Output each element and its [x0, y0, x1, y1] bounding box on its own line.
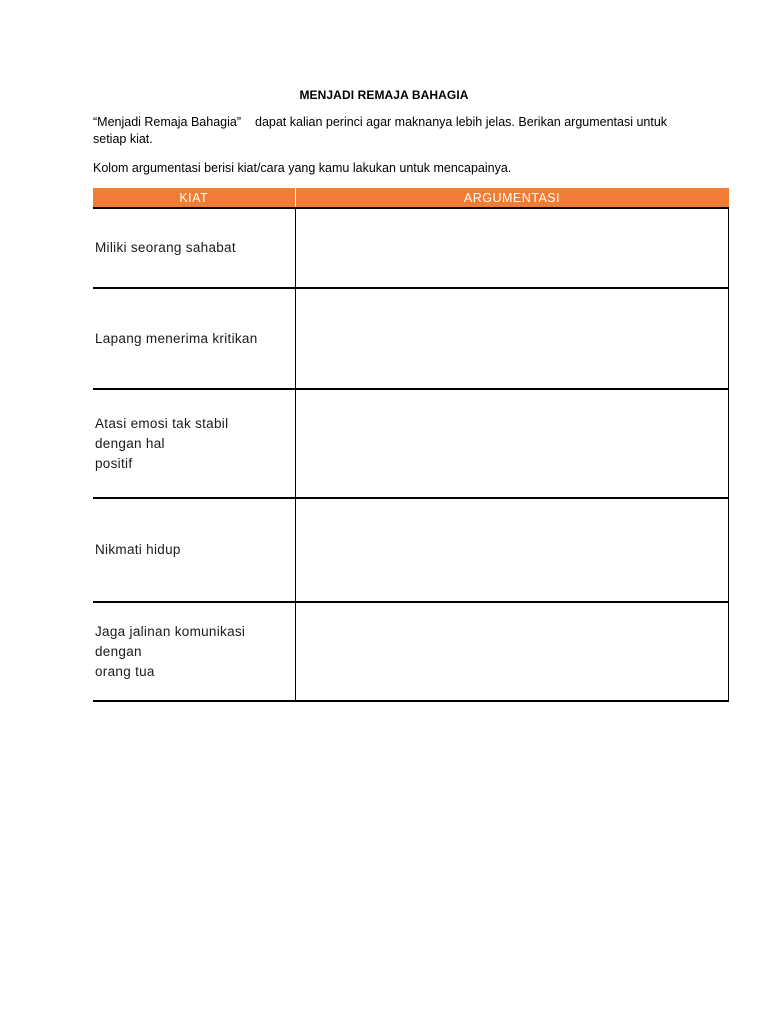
- argumentasi-cell[interactable]: [295, 288, 729, 389]
- kiat-text: Jaga jalinan komunikasi dengan orang tua: [95, 623, 246, 679]
- table-row: [93, 389, 729, 498]
- argumentasi-cell[interactable]: [295, 602, 729, 701]
- kiat-text: Miliki seorang sahabat: [95, 240, 236, 255]
- table-row: [93, 288, 729, 389]
- intro-paragraph: [93, 114, 673, 148]
- argumentasi-cell[interactable]: [295, 389, 729, 498]
- table-row: [93, 208, 729, 288]
- kiat-cell: [93, 208, 295, 288]
- intro-quote: “Menjadi Remaja Bahagia”: [93, 115, 241, 129]
- kiat-text: Lapang menerima kritikan: [95, 330, 258, 346]
- table-row: [93, 602, 729, 701]
- header-kiat: KIAT: [93, 188, 295, 208]
- kiat-cell: [93, 602, 295, 701]
- kiat-cell: [93, 288, 295, 389]
- argumentasi-cell[interactable]: [295, 498, 729, 602]
- table-row: [93, 498, 729, 602]
- kiat-text: Atasi emosi tak stabil dengan hal positif: [95, 415, 229, 471]
- argumentasi-cell[interactable]: [295, 208, 729, 288]
- table-header-row: [93, 188, 729, 208]
- intro-rest: dapat kalian perinci agar maknanya lebih jelas. Berikan argumentasi untuk setiap kiat.: [93, 115, 668, 146]
- document-title: MENJADI REMAJA BAHAGIA: [299, 88, 469, 102]
- kiat-cell: [93, 389, 295, 498]
- kiat-cell: [93, 498, 295, 602]
- kiat-table: [93, 188, 729, 702]
- header-argumentasi: ARGUMENTASI: [295, 188, 729, 208]
- kiat-text: Nikmati hidup: [95, 542, 181, 557]
- instruction-paragraph: Kolom argumentasi berisi kiat/cara yang kamu lakukan untuk mencapainya.: [93, 161, 512, 175]
